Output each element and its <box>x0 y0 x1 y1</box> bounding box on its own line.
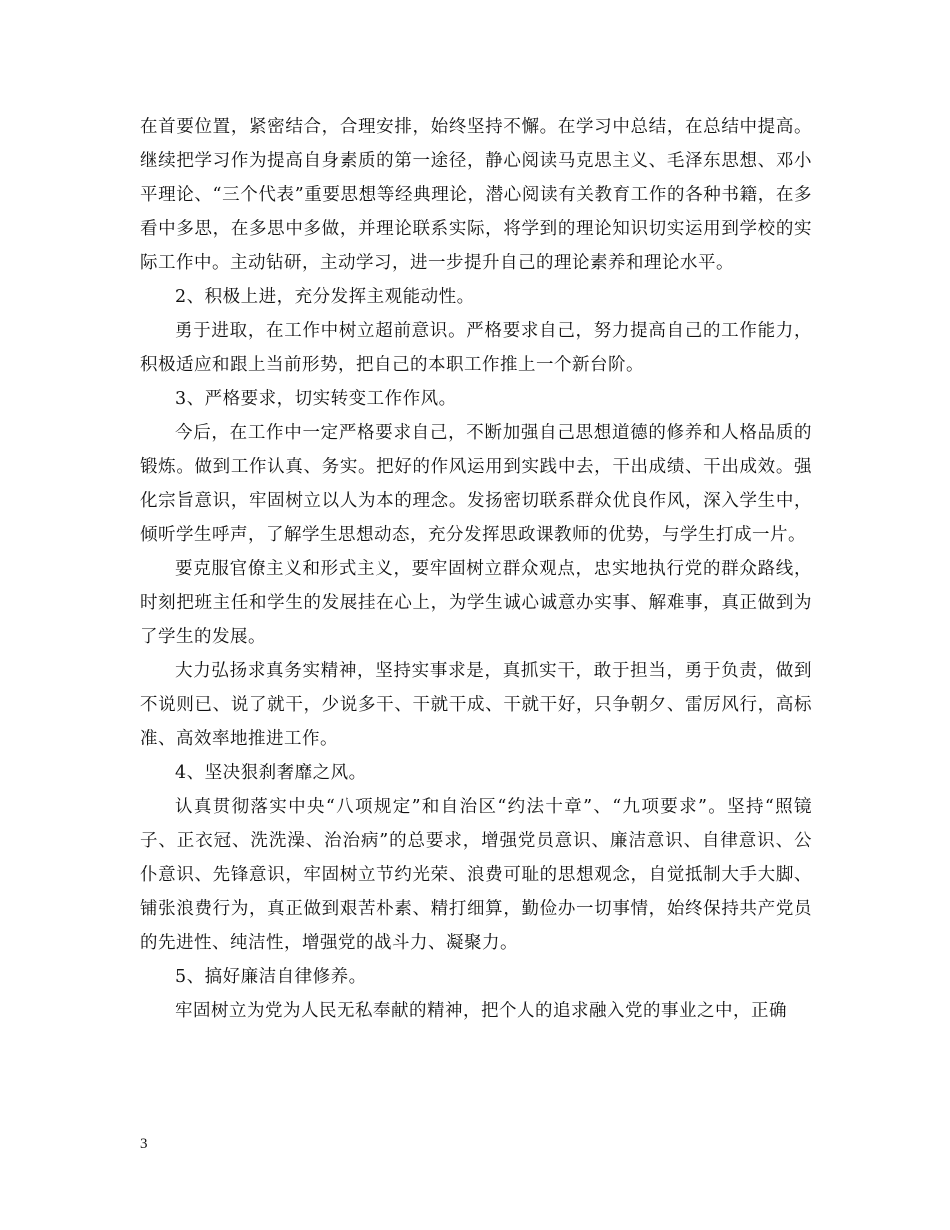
heading-item-3: 3、严格要求，切实转变工作作风。 <box>175 389 457 409</box>
heading-item-4: 4、坚决狠刹奢靡之风。 <box>175 763 367 783</box>
paragraph-5: 今后，在工作中一定严格要求自己，不断加强自己思想道德的修养和人格品质的锻炼。做到工作认真、务实。把好的作风运用到实践中去，干出成绩、干出成效。强化宗旨意识，牢固树立以人为本的理念。发扬密切联系群众优良作风，深入学生中，倾听学生呼声，了解学生思想动态，充分发挥思政课教师的优势，与学生打成一片。 <box>140 423 812 545</box>
paragraph-3: 勇于进取，在工作中树立超前意识。严格要求自己，努力提高自己的工作能力，积极适应和跟上当前形势，把自己的本职工作推上一个新台阶。 <box>140 321 812 375</box>
page-number: 3 <box>140 1136 148 1152</box>
paragraph-11: 牢固树立为党为人民无私奉献的精神，把个人的追求融入党的事业之中，正确 <box>175 1001 787 1021</box>
paragraph-6: 要克服官僚主义和形式主义，要牢固树立群众观点，忠实地执行党的群众路线，时刻把班主任和学生的发展挂在心上，为学生诚心诚意办实事、解难事，真正做到为了学生的发展。 <box>140 559 812 647</box>
paragraph-7: 大力弘扬求真务实精神，坚持实事求是，真抓实干，敢于担当，勇于负责，做到不说则已、说了就干，少说多干、干就干成、干就干好，只争朝夕、雷厉风行，高标准、高效率地推进工作。 <box>140 661 812 749</box>
paragraph-1: 在首要位置，紧密结合，合理安排，始终坚持不懈。在学习中总结，在总结中提高。继续把学习作为提高自身素质的第一途径，静心阅读马克思主义、毛泽东思想、邓小平理论、“三个代表”重要思想等经典理论，潜心阅读有关教育工作的各种书籍，在多看中多思，在多思中多做，并理论联系实际，将学到的理论知识切实运用到学校的实际工作中。主动钻研，主动学习，进一步提升自己的理论素养和理论水平。 <box>140 117 812 273</box>
document-body <box>140 110 812 1028</box>
heading-item-5: 5、搞好廉洁自律修养。 <box>175 967 367 987</box>
heading-item-2: 2、积极上进，充分发挥主观能动性。 <box>175 287 475 307</box>
paragraph-9: 认真贯彻落实中央“八项规定”和自治区“约法十章”、“九项要求”。坚持“照镜子、正衣冠、洗洗澡、治治病”的总要求，增强党员意识、廉洁意识、自律意识、公仆意识、先锋意识，牢固树立节约光荣、浪费可耻的思想观念，自觉抵制大手大脚、铺张浪费行为，真正做到艰苦朴素、精打细算，勤俭办一切事情，始终保持共产党员的先进性、纯洁性，增强党的战斗力、凝聚力。 <box>140 797 812 953</box>
